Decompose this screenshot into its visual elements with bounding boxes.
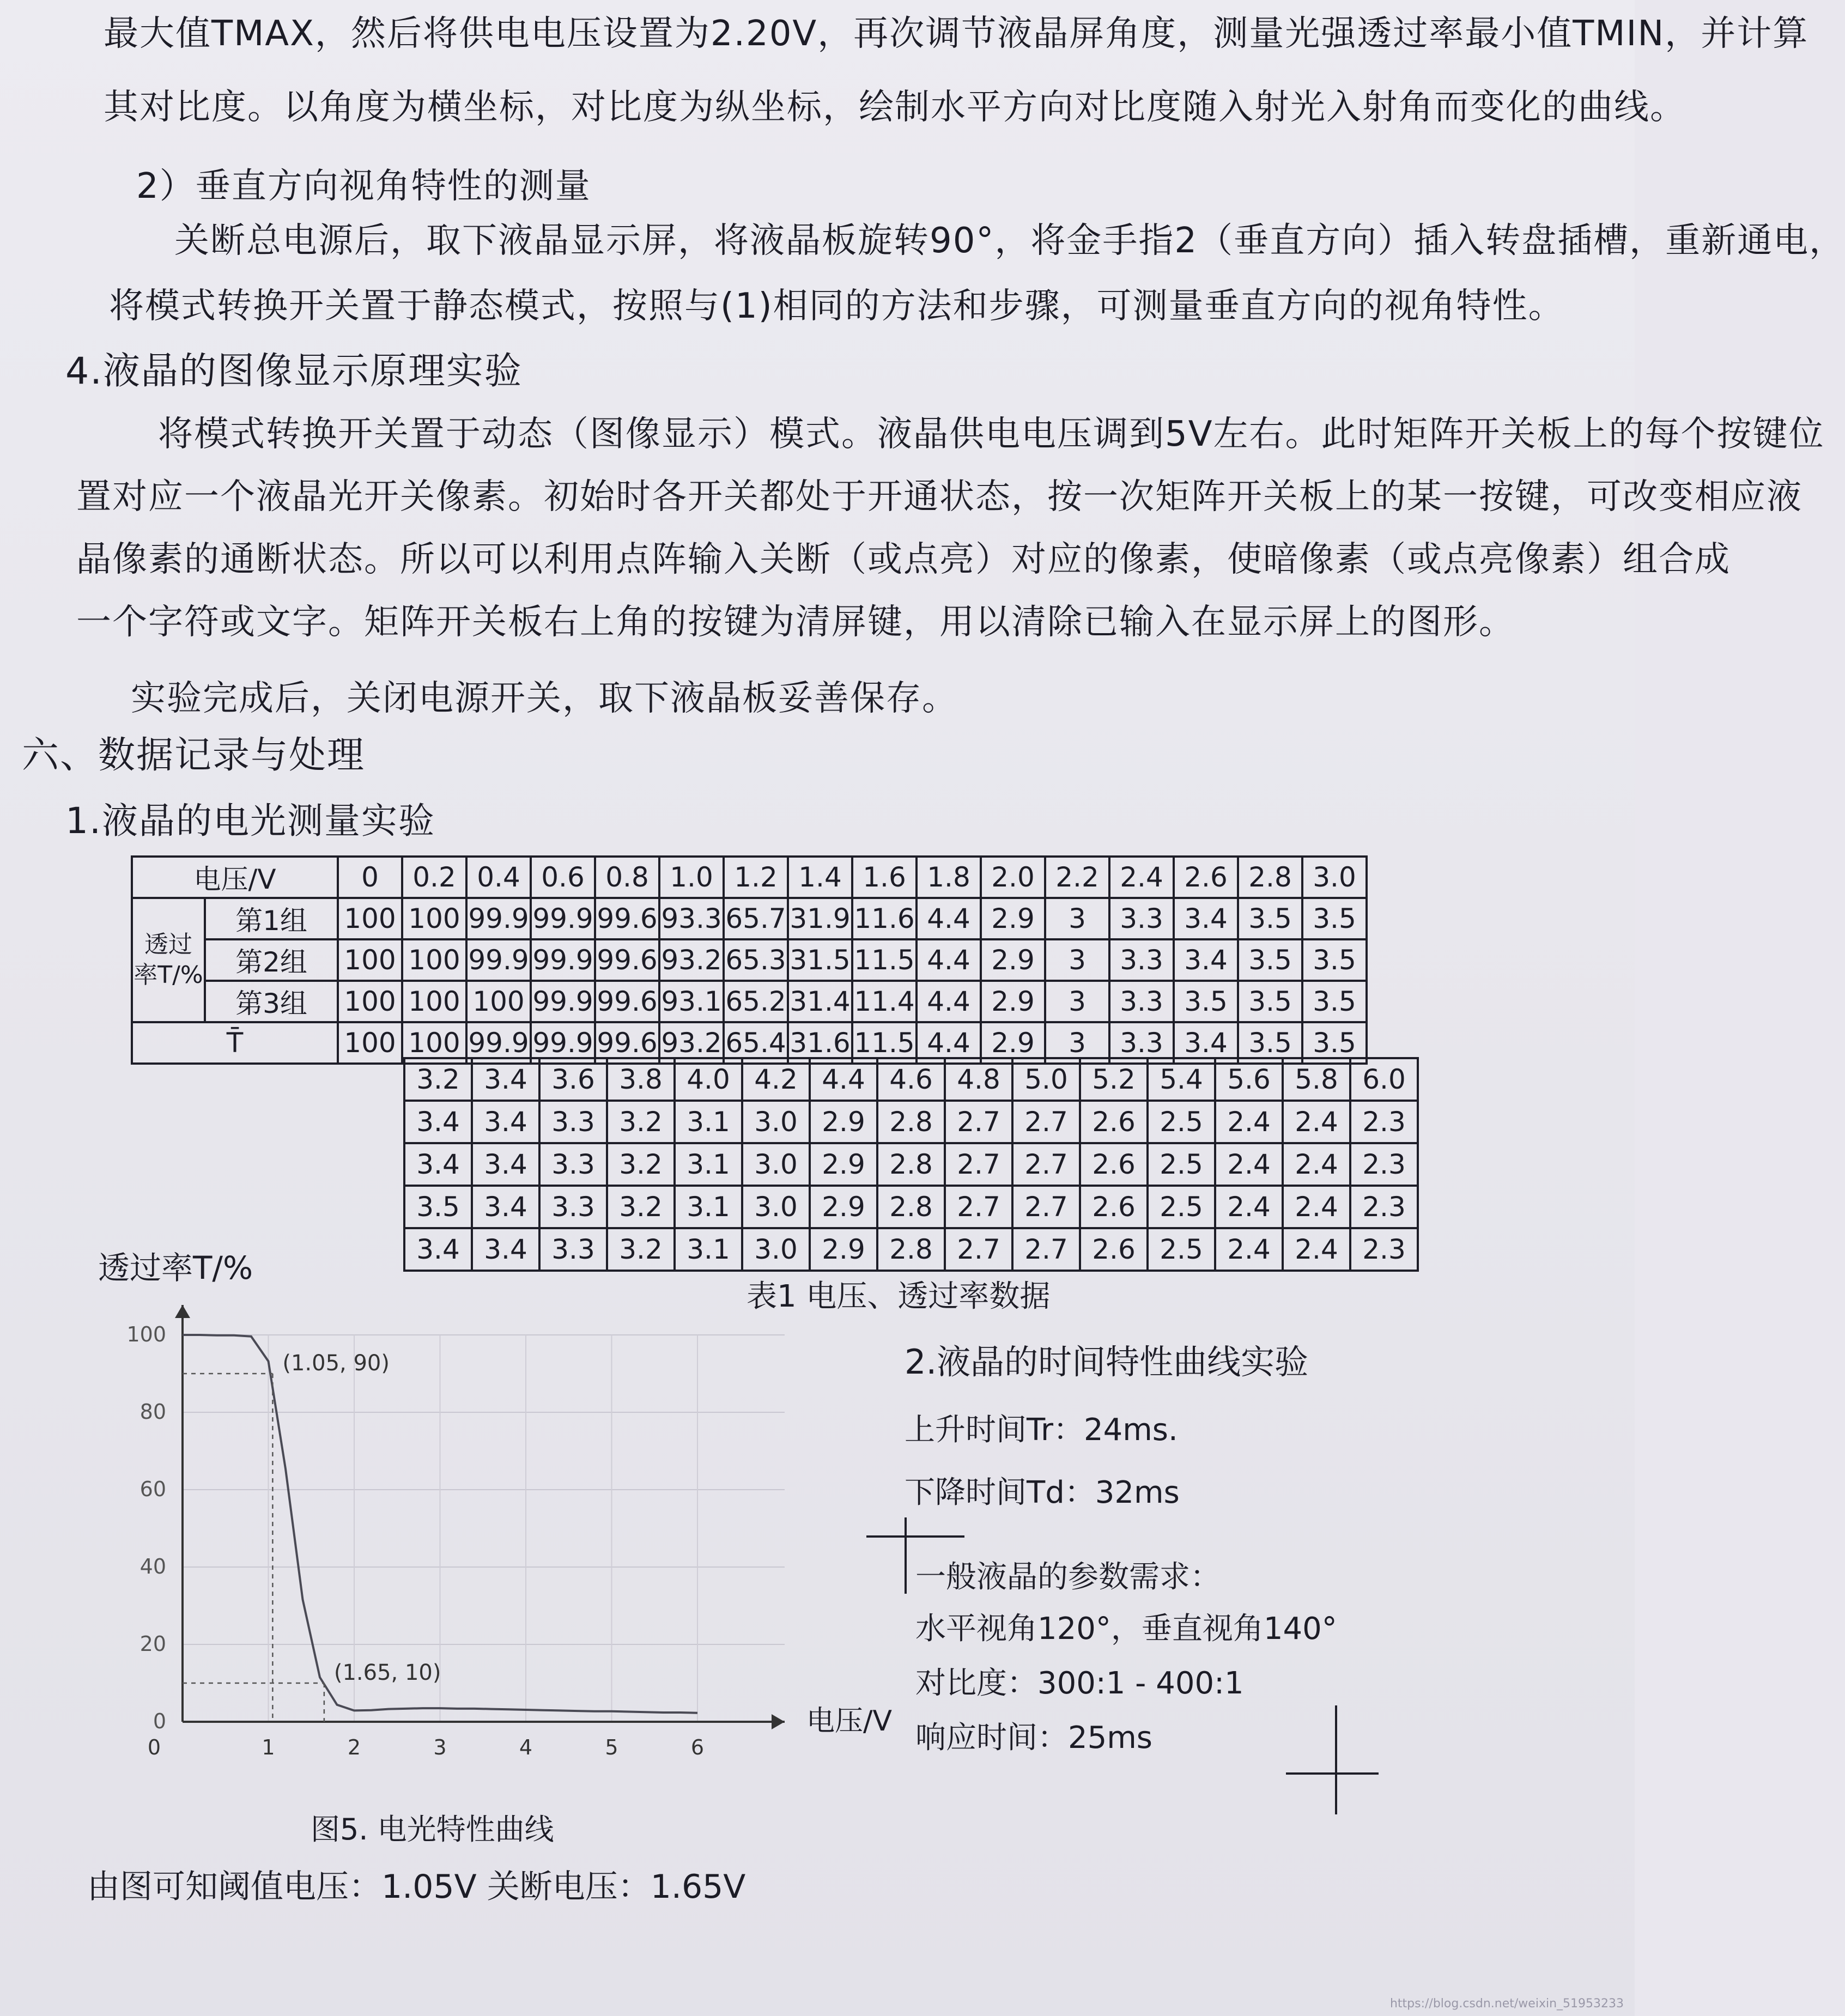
table-cell: 3.4	[404, 1101, 472, 1143]
table-cell: 2.7	[945, 1228, 1012, 1271]
table-cell: 31.5	[788, 939, 852, 981]
table-cell: 5.8	[1283, 1058, 1350, 1101]
table-cell: 2.4	[1283, 1143, 1350, 1186]
table-cell: 3.4	[472, 1228, 539, 1271]
table-cell: 3.8	[607, 1058, 675, 1101]
text-line-7: 将模式转换开关置于动态（图像显示）模式。液晶供电电压调到5V左右。此时矩阵开关板上的每个按键位	[158, 414, 1825, 454]
table-cell: 6.0	[1350, 1058, 1418, 1101]
table-cell: 2.6	[1080, 1186, 1148, 1228]
table-cell: 3.5	[1238, 981, 1302, 1022]
data-table-bottom	[403, 1057, 1419, 1272]
table-cell: 3.5	[1238, 939, 1302, 981]
table-cell: 100	[402, 898, 466, 939]
cross-mark-v2	[1335, 1705, 1337, 1814]
x-tick-label: 3	[433, 1735, 447, 1759]
electro-optic-chart	[98, 1286, 893, 1776]
fall-time: 下降时间Td：32ms	[905, 1475, 1180, 1510]
table-cell: 99.9	[466, 898, 531, 939]
x-tick-label: 4	[519, 1735, 533, 1759]
text-line-2: 其对比度。以角度为横坐标，对比度为纵坐标，绘制水平方向对比度随入射光入射角而变化的曲线。	[104, 87, 1686, 127]
table-cell: 4.4	[917, 939, 981, 981]
table-cell: 2.6	[1174, 857, 1238, 898]
table-cell: 3.4	[472, 1186, 539, 1228]
table-cell: 2.9	[810, 1143, 877, 1186]
conclusion-text: 由图可知阈值电压：1.05V 关断电压：1.65V	[87, 1868, 746, 1906]
params-title: 一般液晶的参数需求：	[915, 1559, 1221, 1595]
table-cell: 4.8	[945, 1058, 1012, 1101]
table-cell: 2.6	[1080, 1143, 1148, 1186]
table-cell: 3.4	[472, 1058, 539, 1101]
table-cell: 3.1	[675, 1228, 742, 1271]
response-time: 响应时间：25ms	[915, 1720, 1152, 1756]
table-cell: 3.0	[742, 1101, 810, 1143]
table-row	[404, 1186, 1418, 1228]
table-cell: 1.4	[788, 857, 852, 898]
table-cell: 2.7	[945, 1101, 1012, 1143]
table-row	[404, 1228, 1418, 1271]
table-cell: 2.9	[981, 1022, 1045, 1064]
subsection-heading: 1.液晶的电光测量实验	[65, 800, 435, 842]
table-cell: 100	[402, 939, 466, 981]
table-cell: 4.4	[917, 981, 981, 1022]
data-table-top	[131, 855, 1368, 1065]
table-cell: 31.6	[788, 1022, 852, 1064]
table-cell: 99.9	[531, 939, 595, 981]
table-cell: 11.5	[852, 939, 917, 981]
table-cell: 4.0	[675, 1058, 742, 1101]
table-cell: 3.5	[1174, 981, 1238, 1022]
table-caption: 表1 电压、透过率数据	[747, 1279, 1051, 1314]
table-cell: 99.6	[595, 939, 659, 981]
annotation-label: (1.05, 90)	[282, 1351, 390, 1376]
table-cell: 3.5	[1302, 939, 1367, 981]
table-cell: 2.4	[1283, 1186, 1350, 1228]
table-cell: 2.9	[810, 1101, 877, 1143]
table-cell: 2.4	[1283, 1101, 1350, 1143]
table-cell: 2.9	[810, 1186, 877, 1228]
table-cell: 4.6	[877, 1058, 945, 1101]
table-cell: 100	[402, 981, 466, 1022]
table-cell: 100	[338, 1022, 402, 1064]
table-cell: 1.6	[852, 857, 917, 898]
table-cell: 2.7	[1012, 1143, 1080, 1186]
table-cell: 99.9	[466, 1022, 531, 1064]
table-cell: 3.4	[1174, 1022, 1238, 1064]
text-line-8: 置对应一个液晶光开关像素。初始时各开关都处于开通状态，按一次矩阵开关板上的某一按键，可改变相应液	[76, 477, 1802, 517]
group-label: 第2组	[205, 939, 338, 981]
table-cell: 2.5	[1148, 1186, 1215, 1228]
table-cell: 3.1	[675, 1143, 742, 1186]
table-cell: 3.3	[1109, 898, 1174, 939]
x-tick-label: 5	[605, 1735, 618, 1759]
table-cell: 3	[1045, 939, 1109, 981]
rise-time: 上升时间Tr：24ms.	[905, 1412, 1178, 1448]
table-cell: 5.4	[1148, 1058, 1215, 1101]
table-cell: 3.2	[607, 1143, 675, 1186]
table-cell: 3.3	[539, 1143, 607, 1186]
y-tick-label: 80	[139, 1400, 166, 1424]
table-cell: 65.2	[724, 981, 788, 1022]
text-line-5: 将模式转换开关置于静态模式，按照与(1)相同的方法和步骤，可测量垂直方向的视角特性。	[109, 286, 1564, 326]
table-cell: 3.3	[1109, 981, 1174, 1022]
table-cell: 99.6	[595, 1022, 659, 1064]
t-label: 透过率T/%	[132, 898, 205, 1022]
x-tick-label: 6	[690, 1735, 705, 1759]
table-cell: 100	[338, 981, 402, 1022]
table-cell: 2.6	[1080, 1228, 1148, 1271]
table-cell: 100	[466, 981, 531, 1022]
table-cell: 3.2	[607, 1186, 675, 1228]
table-cell: 4.4	[917, 898, 981, 939]
table-cell: 0.8	[595, 857, 659, 898]
table-cell: 0.6	[531, 857, 595, 898]
x-axis-arrow	[772, 1714, 785, 1729]
table-cell: 2.5	[1148, 1228, 1215, 1271]
table-cell: 2.6	[1080, 1101, 1148, 1143]
table-cell: 3.3	[539, 1101, 607, 1143]
table-cell: 2.9	[981, 981, 1045, 1022]
table-cell: 3.4	[472, 1143, 539, 1186]
x-tick-label: 1	[262, 1735, 275, 1759]
table-cell: 3.5	[1302, 898, 1367, 939]
table-cell: 2.9	[810, 1228, 877, 1271]
table-cell: 93.3	[659, 898, 724, 939]
table-cell: 2.2	[1045, 857, 1109, 898]
y-axis-arrow	[175, 1305, 190, 1318]
average-label: T̄	[132, 1022, 338, 1064]
annotation-label: (1.65, 10)	[333, 1660, 441, 1685]
table-cell: 100	[338, 939, 402, 981]
cross-mark-h	[866, 1535, 964, 1538]
table-cell: 11.5	[852, 1022, 917, 1064]
table-cell: 65.4	[724, 1022, 788, 1064]
x-axis-title: 电压/V	[806, 1705, 893, 1738]
table-cell: 3.3	[1109, 1022, 1174, 1064]
table-cell: 2.7	[945, 1143, 1012, 1186]
table-cell: 2.8	[877, 1143, 945, 1186]
y-tick-label: 40	[139, 1554, 166, 1578]
table-cell: 3.4	[404, 1228, 472, 1271]
table-cell: 2.9	[981, 898, 1045, 939]
text-line-9: 晶像素的通断状态。所以可以利用点阵输入关断（或点亮）对应的像素，使暗像素（或点亮像素）组合成	[76, 539, 1731, 580]
table-cell: 65.3	[724, 939, 788, 981]
cross-mark-h2	[1286, 1772, 1379, 1775]
table-cell: 99.9	[531, 1022, 595, 1064]
table-cell: 0.4	[466, 857, 531, 898]
table-cell: 3.4	[1174, 898, 1238, 939]
table-cell: 2.8	[877, 1228, 945, 1271]
table-cell: 1.0	[659, 857, 724, 898]
y-tick-label: 20	[139, 1632, 166, 1656]
text-line-4: 关断总电源后，取下液晶显示屏，将液晶板旋转90°，将金手指2（垂直方向）插入转盘插槽，重新通电，	[174, 221, 1845, 261]
table-cell: 3.2	[404, 1058, 472, 1101]
table-cell: 4.4	[917, 1022, 981, 1064]
time-heading: 2.液晶的时间特性曲线实验	[905, 1342, 1309, 1382]
table-cell: 2.8	[877, 1101, 945, 1143]
table-cell: 100	[402, 1022, 466, 1064]
table-cell: 2.3	[1350, 1186, 1418, 1228]
table-cell: 2.4	[1215, 1186, 1283, 1228]
table-cell: 100	[338, 898, 402, 939]
table-cell: 2.4	[1283, 1228, 1350, 1271]
table-cell: 2.9	[981, 939, 1045, 981]
table-cell: 2.3	[1350, 1228, 1418, 1271]
table-cell: 3.3	[1109, 939, 1174, 981]
contrast-ratio: 对比度：300:1 - 400:1	[915, 1666, 1244, 1701]
table-cell: 99.9	[466, 939, 531, 981]
table-cell: 3.6	[539, 1058, 607, 1101]
table-cell: 2.8	[877, 1186, 945, 1228]
y-tick-label: 60	[139, 1477, 166, 1501]
table-cell: 3.5	[1302, 981, 1367, 1022]
table-cell: 2.0	[981, 857, 1045, 898]
section-heading-6: 六、数据记录与处理	[22, 734, 366, 777]
table-cell: 3.1	[675, 1101, 742, 1143]
table-row	[404, 1143, 1418, 1186]
voltage-row	[404, 1058, 1418, 1101]
view-angles: 水平视角120°，垂直视角140°	[915, 1611, 1337, 1647]
table-cell: 65.7	[724, 898, 788, 939]
voltage-header: 电压/V	[132, 857, 338, 898]
table-cell: 3.0	[1302, 857, 1367, 898]
table-cell: 2.7	[1012, 1186, 1080, 1228]
table-cell: 93.2	[659, 1022, 724, 1064]
table-cell: 2.4	[1109, 857, 1174, 898]
table-cell: 3.4	[472, 1101, 539, 1143]
table-cell: 99.9	[531, 898, 595, 939]
table-cell: 3.3	[539, 1228, 607, 1271]
table-cell: 2.7	[945, 1186, 1012, 1228]
table-cell: 2.5	[1148, 1143, 1215, 1186]
group-label: 第3组	[205, 981, 338, 1022]
table-cell: 4.4	[810, 1058, 877, 1101]
voltage-row	[132, 857, 1367, 898]
table-cell: 3.4	[404, 1143, 472, 1186]
table-cell: 2.4	[1215, 1143, 1283, 1186]
table-cell: 3.0	[742, 1228, 810, 1271]
table-cell: 0.2	[402, 857, 466, 898]
cross-mark-v	[905, 1517, 907, 1594]
table-cell: 3	[1045, 1022, 1109, 1064]
table-cell: 2.3	[1350, 1101, 1418, 1143]
table-cell: 5.6	[1215, 1058, 1283, 1101]
table-cell: 3.2	[607, 1228, 675, 1271]
table-cell: 31.4	[788, 981, 852, 1022]
y-axis-title: 透过率T/%	[98, 1249, 253, 1286]
origin-label: 0	[147, 1735, 161, 1759]
table-cell: 1.8	[917, 857, 981, 898]
table-cell: 99.9	[531, 981, 595, 1022]
table-cell: 3.0	[742, 1143, 810, 1186]
table-row	[132, 981, 1367, 1022]
group-label: 第1组	[205, 898, 338, 939]
table-cell: 4.2	[742, 1058, 810, 1101]
table-cell: 5.2	[1080, 1058, 1148, 1101]
table-row	[132, 939, 1367, 981]
section-heading-4: 4.液晶的图像显示原理实验	[65, 350, 523, 393]
table-cell: 3.4	[1174, 939, 1238, 981]
table-cell: 3.5	[404, 1186, 472, 1228]
table-cell: 3.5	[1302, 1022, 1367, 1064]
watermark: https://blog.csdn.net/weixin_51953233	[1389, 1997, 1624, 2011]
table-cell: 2.4	[1215, 1228, 1283, 1271]
table-cell: 11.4	[852, 981, 917, 1022]
y-tick-label: 100	[126, 1322, 166, 1346]
table-cell: 99.6	[595, 898, 659, 939]
text-line-10: 一个字符或文字。矩阵开关板右上角的按键为清屏键，用以清除已输入在显示屏上的图形。	[76, 602, 1515, 642]
table-cell: 3.5	[1238, 1022, 1302, 1064]
table-cell: 93.1	[659, 981, 724, 1022]
table-cell: 99.6	[595, 981, 659, 1022]
table-cell: 2.4	[1215, 1101, 1283, 1143]
table-cell: 3.1	[675, 1186, 742, 1228]
table-cell: 2.8	[1238, 857, 1302, 898]
table-cell: 2.7	[1012, 1228, 1080, 1271]
table-cell: 3	[1045, 981, 1109, 1022]
table-cell: 11.6	[852, 898, 917, 939]
table-cell: 3.5	[1238, 898, 1302, 939]
x-tick-label: 2	[347, 1735, 361, 1759]
table-cell: 0	[338, 857, 402, 898]
table-cell: 1.2	[724, 857, 788, 898]
table-cell: 3.2	[607, 1101, 675, 1143]
text-line-3: 2）垂直方向视角特性的测量	[136, 166, 591, 207]
table-row	[132, 898, 1367, 939]
figure-caption: 图5. 电光特性曲线	[311, 1812, 554, 1847]
table-cell: 2.7	[1012, 1101, 1080, 1143]
table-cell: 3.0	[742, 1186, 810, 1228]
table-cell: 2.3	[1350, 1143, 1418, 1186]
table-cell: 31.9	[788, 898, 852, 939]
text-line-11: 实验完成后，关闭电源开关，取下液晶板妥善保存。	[131, 678, 958, 719]
table-cell: 3.3	[539, 1186, 607, 1228]
table-cell: 5.0	[1012, 1058, 1080, 1101]
text-line-1: 最大值TMAX，然后将供电电压设置为2.20V，再次调节液晶屏角度，测量光强透过率最小值TMIN，并计算	[104, 14, 1809, 54]
table-cell: 93.2	[659, 939, 724, 981]
table-cell: 2.5	[1148, 1101, 1215, 1143]
table-cell: 3	[1045, 898, 1109, 939]
y-tick-label: 0	[153, 1709, 166, 1733]
table-row	[404, 1101, 1418, 1143]
